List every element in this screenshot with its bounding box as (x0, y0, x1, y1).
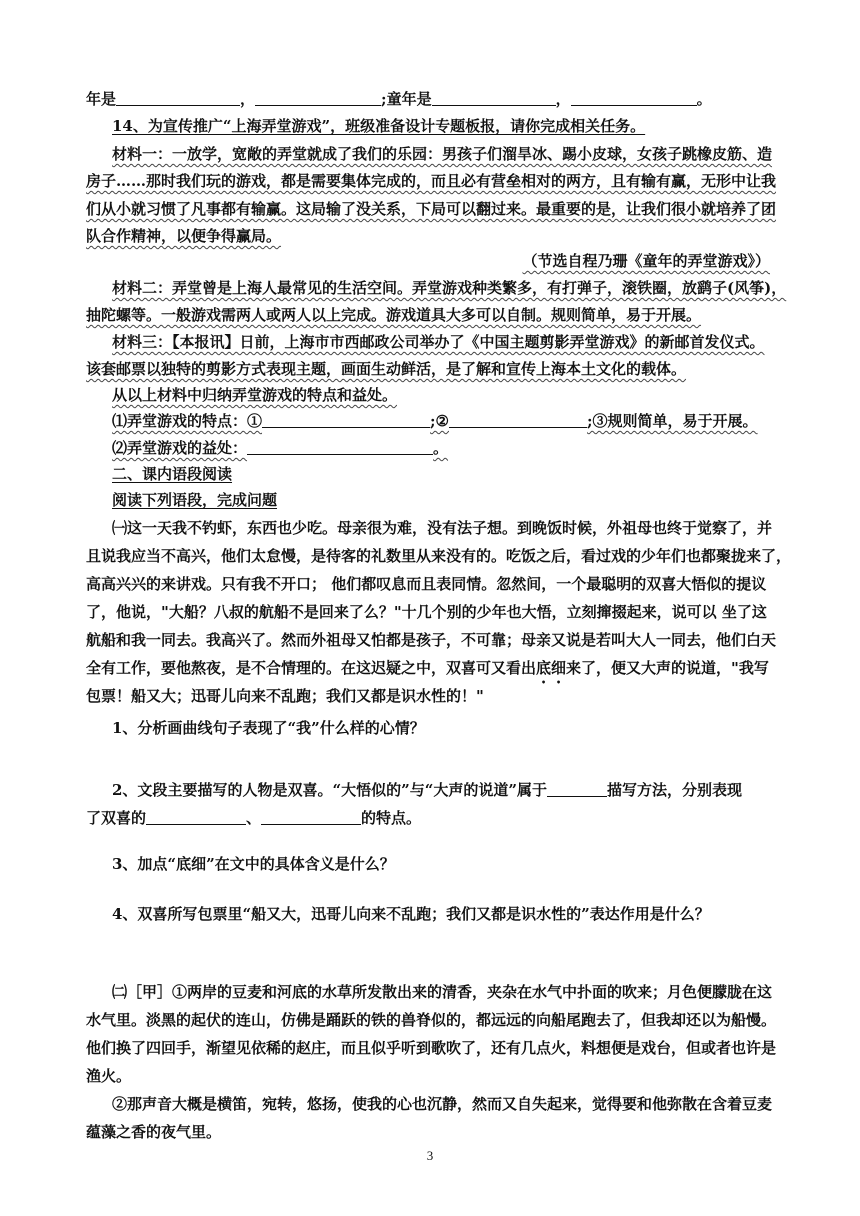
text: 2、文段主要描写的人物是双喜。“大悟似的”与“大声的说道”属于 (112, 781, 547, 799)
material-1-line: 们从小就习惯了凡事都有输赢。这局输了没关系，下局可以翻过来。最重要的是，让我们很小就培养了团 (86, 200, 777, 218)
q14-title: 14、为宣传推广“上海弄堂游戏”，班级准备设计专题板报，请你完成相关任务。 (112, 117, 646, 135)
dotted-word: 底细 (536, 659, 567, 677)
answer-blank[interactable] (547, 780, 607, 797)
text: 的特点。 (361, 809, 422, 827)
passage-1-line: 了，他说，"大船？八叔的航船不是回来了么？"十几个别的少年也大悟，立刻撺掇起来，说可以 坐了这 (86, 603, 767, 621)
answer-blank[interactable] (146, 808, 246, 825)
text: ⑵弄堂游戏的益处： (112, 439, 248, 457)
material-1-line: 队合作精神，以便争得赢局。 (86, 227, 282, 245)
q14-part1 (112, 410, 812, 432)
answer-blank[interactable] (247, 438, 433, 455)
question-1: 1、分析画曲线句子表现了“我”什么样的心情？ (112, 719, 425, 737)
passage-2-line: ㈡［甲］①两岸的豆麦和河底的水草所发散出来的清香，夹杂在水气中扑面的吹来；月色便朦胧在这 (112, 983, 773, 1001)
answer-blank[interactable] (116, 89, 240, 106)
text: 阅读下列语段，完成问题 (112, 491, 278, 509)
text: ， (240, 90, 256, 108)
text: 了双喜的 (86, 809, 147, 827)
passage-1-line (86, 657, 786, 687)
passage-1-line: 且说我应当不高兴，他们太怠慢，是待客的礼数里从来没有的。吃饭之后，看过戏的少年们也都聚拢来了， (86, 547, 792, 565)
text: 。 (433, 439, 449, 457)
material-2-line: 材料二：弄堂曾是上海人最常见的生活空间。弄堂游戏种类繁多，有打弹子，滚铁圈，放鹞子(风筝)， (112, 279, 787, 297)
question-2-cont (86, 807, 786, 829)
text: 描写方法，分别表现 (606, 781, 742, 799)
text: ， (555, 90, 571, 108)
text: ;③规则简单，易于开展。 (587, 412, 758, 430)
answer-blank[interactable] (261, 808, 361, 825)
text: 二、课内语段阅读 (112, 465, 233, 483)
answer-blank[interactable] (255, 89, 381, 106)
section-instruction (112, 489, 812, 511)
text: 来了，便又大声的说道，"我写 (566, 659, 769, 677)
passage-1-line: 航船和我一同去。我高兴了。然而外祖母又怕都是孩子，不可靠；母亲又说是若叫大人一同去，他们白天 (86, 631, 777, 649)
text: 、 (246, 809, 262, 827)
question-4: 4、双喜所写包票里“船又大，迅哥儿向来不乱跑；我们又都是识水性的”表达作用是什么？ (112, 905, 710, 923)
text: 全有工作，要他熬夜，是不合情理的。在这迟疑之中，双喜可又看出 (86, 659, 537, 677)
material-3-line: 该套邮票以独特的剪影方式表现主题，画面生动鲜活，是了解和宣传上海本土文化的载体。 (86, 360, 687, 378)
answer-blank[interactable] (571, 89, 697, 106)
passage-1-line: ㈠这一天我不钓虾，东西也少吃。母亲很为难，没有法子想。到晚饭时候，外祖母也终于觉察了，并 (112, 519, 773, 537)
text: 年是 (86, 90, 117, 108)
section-heading (112, 463, 812, 485)
question-2 (112, 779, 812, 801)
top-fill-line (86, 88, 786, 110)
material-2-line: 抽陀螺等。一般游戏需两人或两人以上完成。游戏道具大多可以自制。规则简单，易于开展。 (86, 306, 702, 324)
answer-blank[interactable] (449, 411, 587, 428)
q14-part2 (112, 437, 812, 459)
text: ;童年是 (381, 90, 432, 108)
source-text: （节选自程乃珊《童年的弄堂游戏》） (522, 252, 770, 270)
passage-1-line: 包票！船又大；迅哥儿向来不乱跑；我们又都是识水性的！" (86, 687, 484, 705)
answer-blank[interactable] (262, 411, 430, 428)
passage-2-line: 水气里。淡黑的起伏的连山，仿佛是踊跃的铁的兽脊似的，都远远的向船尾跑去了，但我却还以为船慢。 (86, 1011, 777, 1029)
passage-2-line: 他们换了四回手，渐望见依稀的赵庄，而且似乎听到歌吹了，还有几点火，料想便是戏台，但或者也许是 (86, 1039, 777, 1057)
answer-blank[interactable] (432, 89, 556, 106)
material-1-source (110, 250, 770, 272)
text: ;② (430, 412, 449, 430)
material-1-line: 材料一：一放学，宽敞的弄堂就成了我们的乐园：男孩子们溜旱冰、踢小皮球，女孩子跳橡皮筋、造 (112, 145, 773, 163)
text: 。 (696, 90, 712, 108)
passage-1-line: 高高兴兴的来讲戏。只有我不开口； 他们都叹息而且表同情。忽然间，一个最聪明的双喜大悟似的提议 (86, 575, 767, 593)
text: ⑴弄堂游戏的特点：① (112, 412, 263, 430)
text: 3、加点“底细”在文中的具体含义是什么？ (112, 855, 395, 873)
page-number: 3 (426, 1148, 434, 1163)
material-1-line: 房子……那时我们玩的游戏，都是需要集体完成的，而且必有营垒相对的两方，且有输有赢，无形中让我 (86, 172, 777, 190)
passage-2-line: 渔火。 (86, 1067, 132, 1085)
material-3-line: 材料三：【本报讯】日前，上海市市西邮政公司举办了《中国主题剪影弄堂游戏》的新邮首发仪式。 (112, 333, 765, 351)
passage-2-line: 蕴藻之香的夜气里。 (86, 1123, 222, 1141)
passage-2-line: ②那声音大概是横笛，宛转，悠扬，使我的心也沉静，然而又自失起来，觉得要和他弥散在含着豆麦 (112, 1095, 773, 1113)
task-line: 从以上材料中归纳弄堂游戏的特点和益处。 (112, 386, 398, 404)
question-3 (112, 853, 812, 875)
